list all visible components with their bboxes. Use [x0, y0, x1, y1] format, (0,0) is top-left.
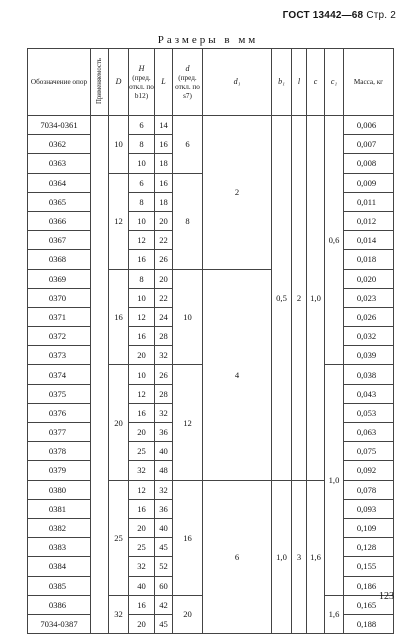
H-cell: 12 — [129, 231, 155, 250]
designation-cell: 7034-0387 — [28, 614, 91, 633]
col-application-header: Применяемость — [91, 49, 109, 116]
designation-cell: 0381 — [28, 499, 91, 518]
L-cell: 28 — [155, 384, 173, 403]
designation-cell: 0378 — [28, 442, 91, 461]
l-cell: 2 — [292, 116, 307, 481]
designation-cell: 7034-0361 — [28, 116, 91, 135]
mass-cell: 0,023 — [344, 288, 394, 307]
designation-cell: 0380 — [28, 480, 91, 499]
H-cell: 40 — [129, 576, 155, 595]
designation-cell: 0372 — [28, 327, 91, 346]
H-cell: 16 — [129, 499, 155, 518]
designation-cell: 0383 — [28, 538, 91, 557]
table-row — [28, 116, 394, 135]
mass-cell: 0,007 — [344, 135, 394, 154]
mass-cell: 0,078 — [344, 480, 394, 499]
D-cell: 32 — [109, 595, 129, 633]
L-cell: 22 — [155, 288, 173, 307]
H-cell: 25 — [129, 442, 155, 461]
col-b1-header: b₁ — [272, 49, 292, 116]
L-cell: 36 — [155, 499, 173, 518]
d1-cell: 6 — [203, 480, 272, 634]
H-cell: 10 — [129, 365, 155, 384]
c1-cell: 1,0 — [325, 365, 344, 595]
mass-cell: 0,020 — [344, 269, 394, 288]
H-cell: 16 — [129, 403, 155, 422]
H-cell: 12 — [129, 384, 155, 403]
mass-cell: 0,018 — [344, 250, 394, 269]
H-cell: 16 — [129, 250, 155, 269]
L-cell: 32 — [155, 346, 173, 365]
designation-cell: 0379 — [28, 461, 91, 480]
L-cell: 26 — [155, 250, 173, 269]
d-cell: 20 — [173, 595, 203, 633]
col-H-header: H (пред. откл. по b12) — [129, 49, 155, 116]
d-cell: 12 — [173, 365, 203, 480]
mass-cell: 0,053 — [344, 403, 394, 422]
designation-cell: 0374 — [28, 365, 91, 384]
c1-cell: 1,6 — [325, 595, 344, 633]
mass-cell: 0,012 — [344, 211, 394, 230]
c1-cell: 0,6 — [325, 116, 344, 365]
L-cell: 60 — [155, 576, 173, 595]
page-number: 123 — [379, 591, 394, 602]
designation-cell: 0365 — [28, 192, 91, 211]
designation-cell: 0370 — [28, 288, 91, 307]
designation-cell: 0377 — [28, 423, 91, 442]
H-cell: 10 — [129, 154, 155, 173]
D-cell: 12 — [109, 173, 129, 269]
d-cell: 10 — [173, 269, 203, 365]
L-cell: 32 — [155, 480, 173, 499]
mass-cell: 0,009 — [344, 173, 394, 192]
L-cell: 52 — [155, 557, 173, 576]
D-cell: 16 — [109, 269, 129, 365]
designation-cell: 0368 — [28, 250, 91, 269]
standard-number: ГОСТ 13442—68 — [282, 10, 364, 21]
H-cell: 20 — [129, 518, 155, 537]
L-cell: 48 — [155, 461, 173, 480]
mass-cell: 0,165 — [344, 595, 394, 614]
H-cell: 16 — [129, 327, 155, 346]
l-cell: 3 — [292, 480, 307, 634]
designation-cell: 0364 — [28, 173, 91, 192]
c-cell: 1,6 — [307, 480, 325, 634]
col-L-header: L — [155, 49, 173, 116]
mass-cell: 0,128 — [344, 538, 394, 557]
H-cell: 8 — [129, 269, 155, 288]
H-cell: 8 — [129, 135, 155, 154]
H-cell: 8 — [129, 192, 155, 211]
mass-cell: 0,188 — [344, 614, 394, 633]
mass-cell: 0,039 — [344, 346, 394, 365]
L-cell: 24 — [155, 307, 173, 326]
H-cell: 6 — [129, 173, 155, 192]
c-cell: 1,0 — [307, 116, 325, 481]
designation-cell: 0384 — [28, 557, 91, 576]
L-cell: 16 — [155, 135, 173, 154]
L-cell: 28 — [155, 327, 173, 346]
dimensions-table — [27, 48, 394, 634]
H-cell: 25 — [129, 538, 155, 557]
col-l-header: l — [292, 49, 307, 116]
mass-cell: 0,043 — [344, 384, 394, 403]
d1-cell: 2 — [203, 116, 272, 270]
designation-cell: 0385 — [28, 576, 91, 595]
mass-cell: 0,109 — [344, 518, 394, 537]
H-cell: 20 — [129, 423, 155, 442]
L-cell: 45 — [155, 614, 173, 633]
col-c-header: c — [307, 49, 325, 116]
H-cell: 12 — [129, 480, 155, 499]
D-cell: 10 — [109, 116, 129, 174]
mass-cell: 0,011 — [344, 192, 394, 211]
designation-cell: 0382 — [28, 518, 91, 537]
mass-cell: 0,075 — [344, 442, 394, 461]
H-cell: 16 — [129, 595, 155, 614]
mass-cell: 0,032 — [344, 327, 394, 346]
designation-cell: 0362 — [28, 135, 91, 154]
L-cell: 20 — [155, 211, 173, 230]
d-cell: 16 — [173, 480, 203, 595]
L-cell: 40 — [155, 442, 173, 461]
page-header — [283, 10, 396, 21]
page-label: Стр. 2 — [366, 10, 396, 21]
mass-cell: 0,186 — [344, 576, 394, 595]
d-cell: 6 — [173, 116, 203, 174]
L-cell: 36 — [155, 423, 173, 442]
designation-cell: 0366 — [28, 211, 91, 230]
d1-cell: 4 — [203, 269, 272, 480]
L-cell: 40 — [155, 518, 173, 537]
mass-cell: 0,038 — [344, 365, 394, 384]
designation-cell: 0367 — [28, 231, 91, 250]
mass-cell: 0,014 — [344, 231, 394, 250]
L-cell: 32 — [155, 403, 173, 422]
L-cell: 45 — [155, 538, 173, 557]
L-cell: 18 — [155, 154, 173, 173]
col-mass-header: Масса, кг — [344, 49, 394, 116]
H-cell: 32 — [129, 557, 155, 576]
header-row — [28, 49, 394, 116]
designation-cell: 0375 — [28, 384, 91, 403]
designation-cell: 0371 — [28, 307, 91, 326]
mass-cell: 0,006 — [344, 116, 394, 135]
col-D-header: D — [109, 49, 129, 116]
L-cell: 22 — [155, 231, 173, 250]
D-cell: 25 — [109, 480, 129, 595]
col-c1-header: c₁ — [325, 49, 344, 116]
H-cell: 12 — [129, 307, 155, 326]
designation-cell: 0376 — [28, 403, 91, 422]
L-cell: 16 — [155, 173, 173, 192]
d-cell: 8 — [173, 173, 203, 269]
col-d1-header: d₁ — [203, 49, 272, 116]
H-cell: 20 — [129, 614, 155, 633]
designation-cell: 0369 — [28, 269, 91, 288]
b1-cell: 1,0 — [272, 480, 292, 634]
designation-cell: 0386 — [28, 595, 91, 614]
mass-cell: 0,093 — [344, 499, 394, 518]
L-cell: 18 — [155, 192, 173, 211]
H-cell: 10 — [129, 211, 155, 230]
L-cell: 26 — [155, 365, 173, 384]
col-d-header: d (пред. откл. по s7) — [173, 49, 203, 116]
H-cell: 20 — [129, 346, 155, 365]
H-cell: 32 — [129, 461, 155, 480]
col-designation-header: Обозначение опор — [28, 49, 91, 116]
L-cell: 42 — [155, 595, 173, 614]
designation-cell: 0373 — [28, 346, 91, 365]
b1-cell: 0,5 — [272, 116, 292, 481]
L-cell: 20 — [155, 269, 173, 288]
mass-cell: 0,026 — [344, 307, 394, 326]
designation-cell: 0363 — [28, 154, 91, 173]
mass-cell: 0,155 — [344, 557, 394, 576]
mass-cell: 0,092 — [344, 461, 394, 480]
L-cell: 14 — [155, 116, 173, 135]
mass-cell: 0,008 — [344, 154, 394, 173]
H-cell: 6 — [129, 116, 155, 135]
application-cell — [91, 116, 109, 634]
D-cell: 20 — [109, 365, 129, 480]
table-title: Размеры в мм — [157, 34, 259, 46]
mass-cell: 0,063 — [344, 423, 394, 442]
H-cell: 10 — [129, 288, 155, 307]
